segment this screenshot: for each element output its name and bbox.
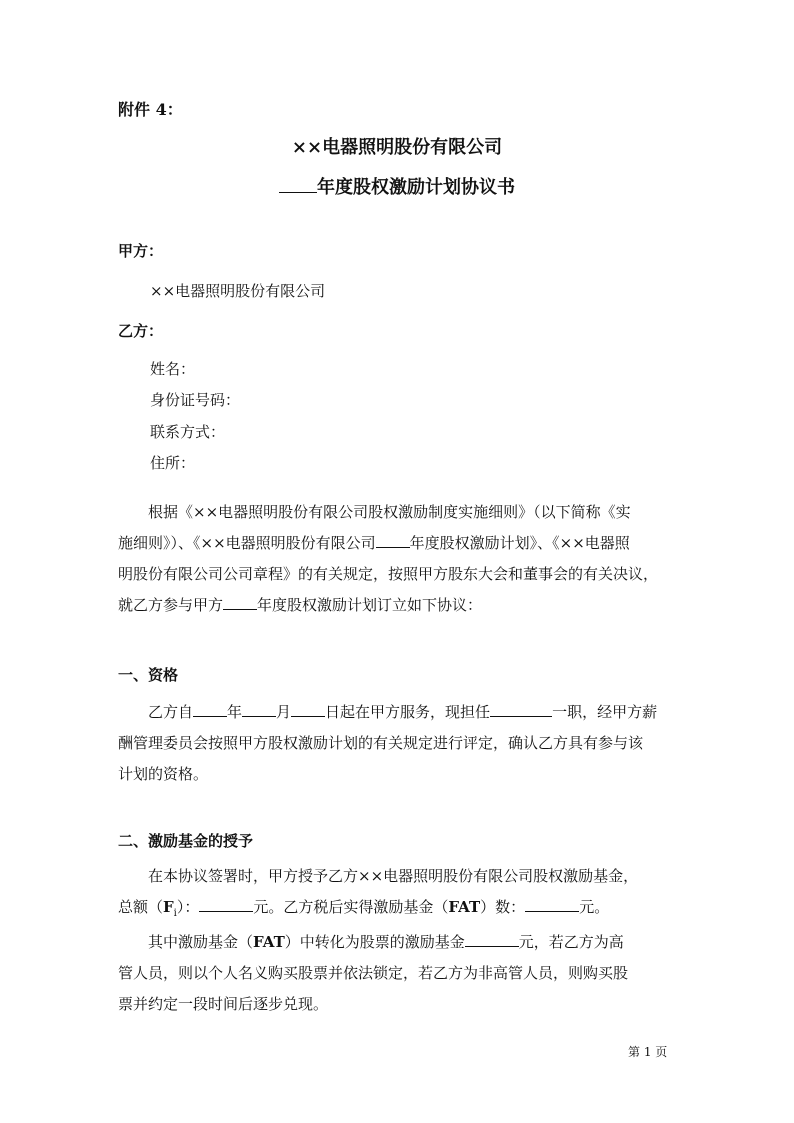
document-subtitle — [0, 173, 794, 199]
page-number: 第 1 页 — [628, 1045, 668, 1059]
section-2-paragraph-2 — [118, 927, 678, 1020]
section-1-line-3: 计划的资格。 — [118, 765, 209, 783]
party-b-label: 乙方： — [118, 322, 164, 340]
day-blank — [291, 700, 325, 717]
section-2-line-3: 其中激励基金（FAT）中转化为股票的激励基金 元，若乙方为高 — [118, 927, 678, 958]
position-blank — [490, 700, 552, 717]
party-b-contact-field: 联系方式： — [150, 423, 226, 441]
year-blank — [193, 700, 227, 717]
year-blank — [223, 593, 257, 610]
total-amount-blank — [199, 895, 253, 912]
attachment-label: 附件 4： — [118, 100, 183, 119]
preamble-line-1: 根据《××电器照明股份有限公司股权激励制度实施细则》（以下简称《实 — [148, 503, 631, 521]
party-a-name: ××电器照明股份有限公司 — [150, 282, 326, 300]
preamble-line-2: 施细则》）、《××电器照明股份有限公司 年度股权激励计划》、《××电器照 — [118, 528, 678, 559]
section-2-paragraph-1 — [118, 861, 678, 929]
party-b-id-field: 身份证号码： — [150, 391, 241, 409]
preamble-line-3: 明股份有限公司公司章程》的有关规定，按照甲方股东大会和董事会的有关决议， — [118, 565, 659, 583]
year-blank — [376, 531, 410, 548]
section-2-line-5: 票并约定一段时间后逐步兑现。 — [118, 995, 329, 1013]
subtitle-text: 年度股权激励计划协议书 — [317, 177, 515, 198]
party-b-name-field: 姓名： — [150, 360, 196, 378]
document-title: ××电器照明股份有限公司 — [291, 137, 503, 158]
section-2-line-4: 管人员，则以个人名义购买股票并依法锁定，若乙方为非高管人员，则购买股 — [118, 964, 629, 982]
stock-fund-blank — [465, 930, 519, 947]
party-b-address-field: 住所： — [150, 454, 196, 472]
section-1-heading: 一、资格 — [118, 666, 179, 684]
section-2-heading: 二、激励基金的授予 — [118, 832, 254, 850]
month-blank — [242, 700, 276, 717]
section-2-line-1: 在本协议签署时，甲方授予乙方××电器照明股份有限公司股权激励基金， — [148, 867, 639, 885]
party-a-label: 甲方： — [118, 242, 164, 260]
year-blank — [279, 173, 317, 193]
preamble-line-4: 就乙方参与甲方 年度股权激励计划订立如下协议： — [118, 590, 678, 621]
after-tax-amount-blank — [525, 895, 579, 912]
preamble-paragraph — [118, 497, 678, 621]
section-1-paragraph — [118, 697, 678, 790]
section-1-line-1: 乙方自 年 月 日起在甲方服务，现担任 一职，经甲方薪 — [118, 697, 678, 728]
section-2-line-2: 总额$(F_i)$： 元。乙方税后实得激励基金（FAT）数： 元。 — [118, 892, 678, 929]
section-1-line-2: 酬管理委员会按照甲方股权激励计划的有关规定进行评定，确认乙方具有参与该 — [118, 734, 644, 752]
